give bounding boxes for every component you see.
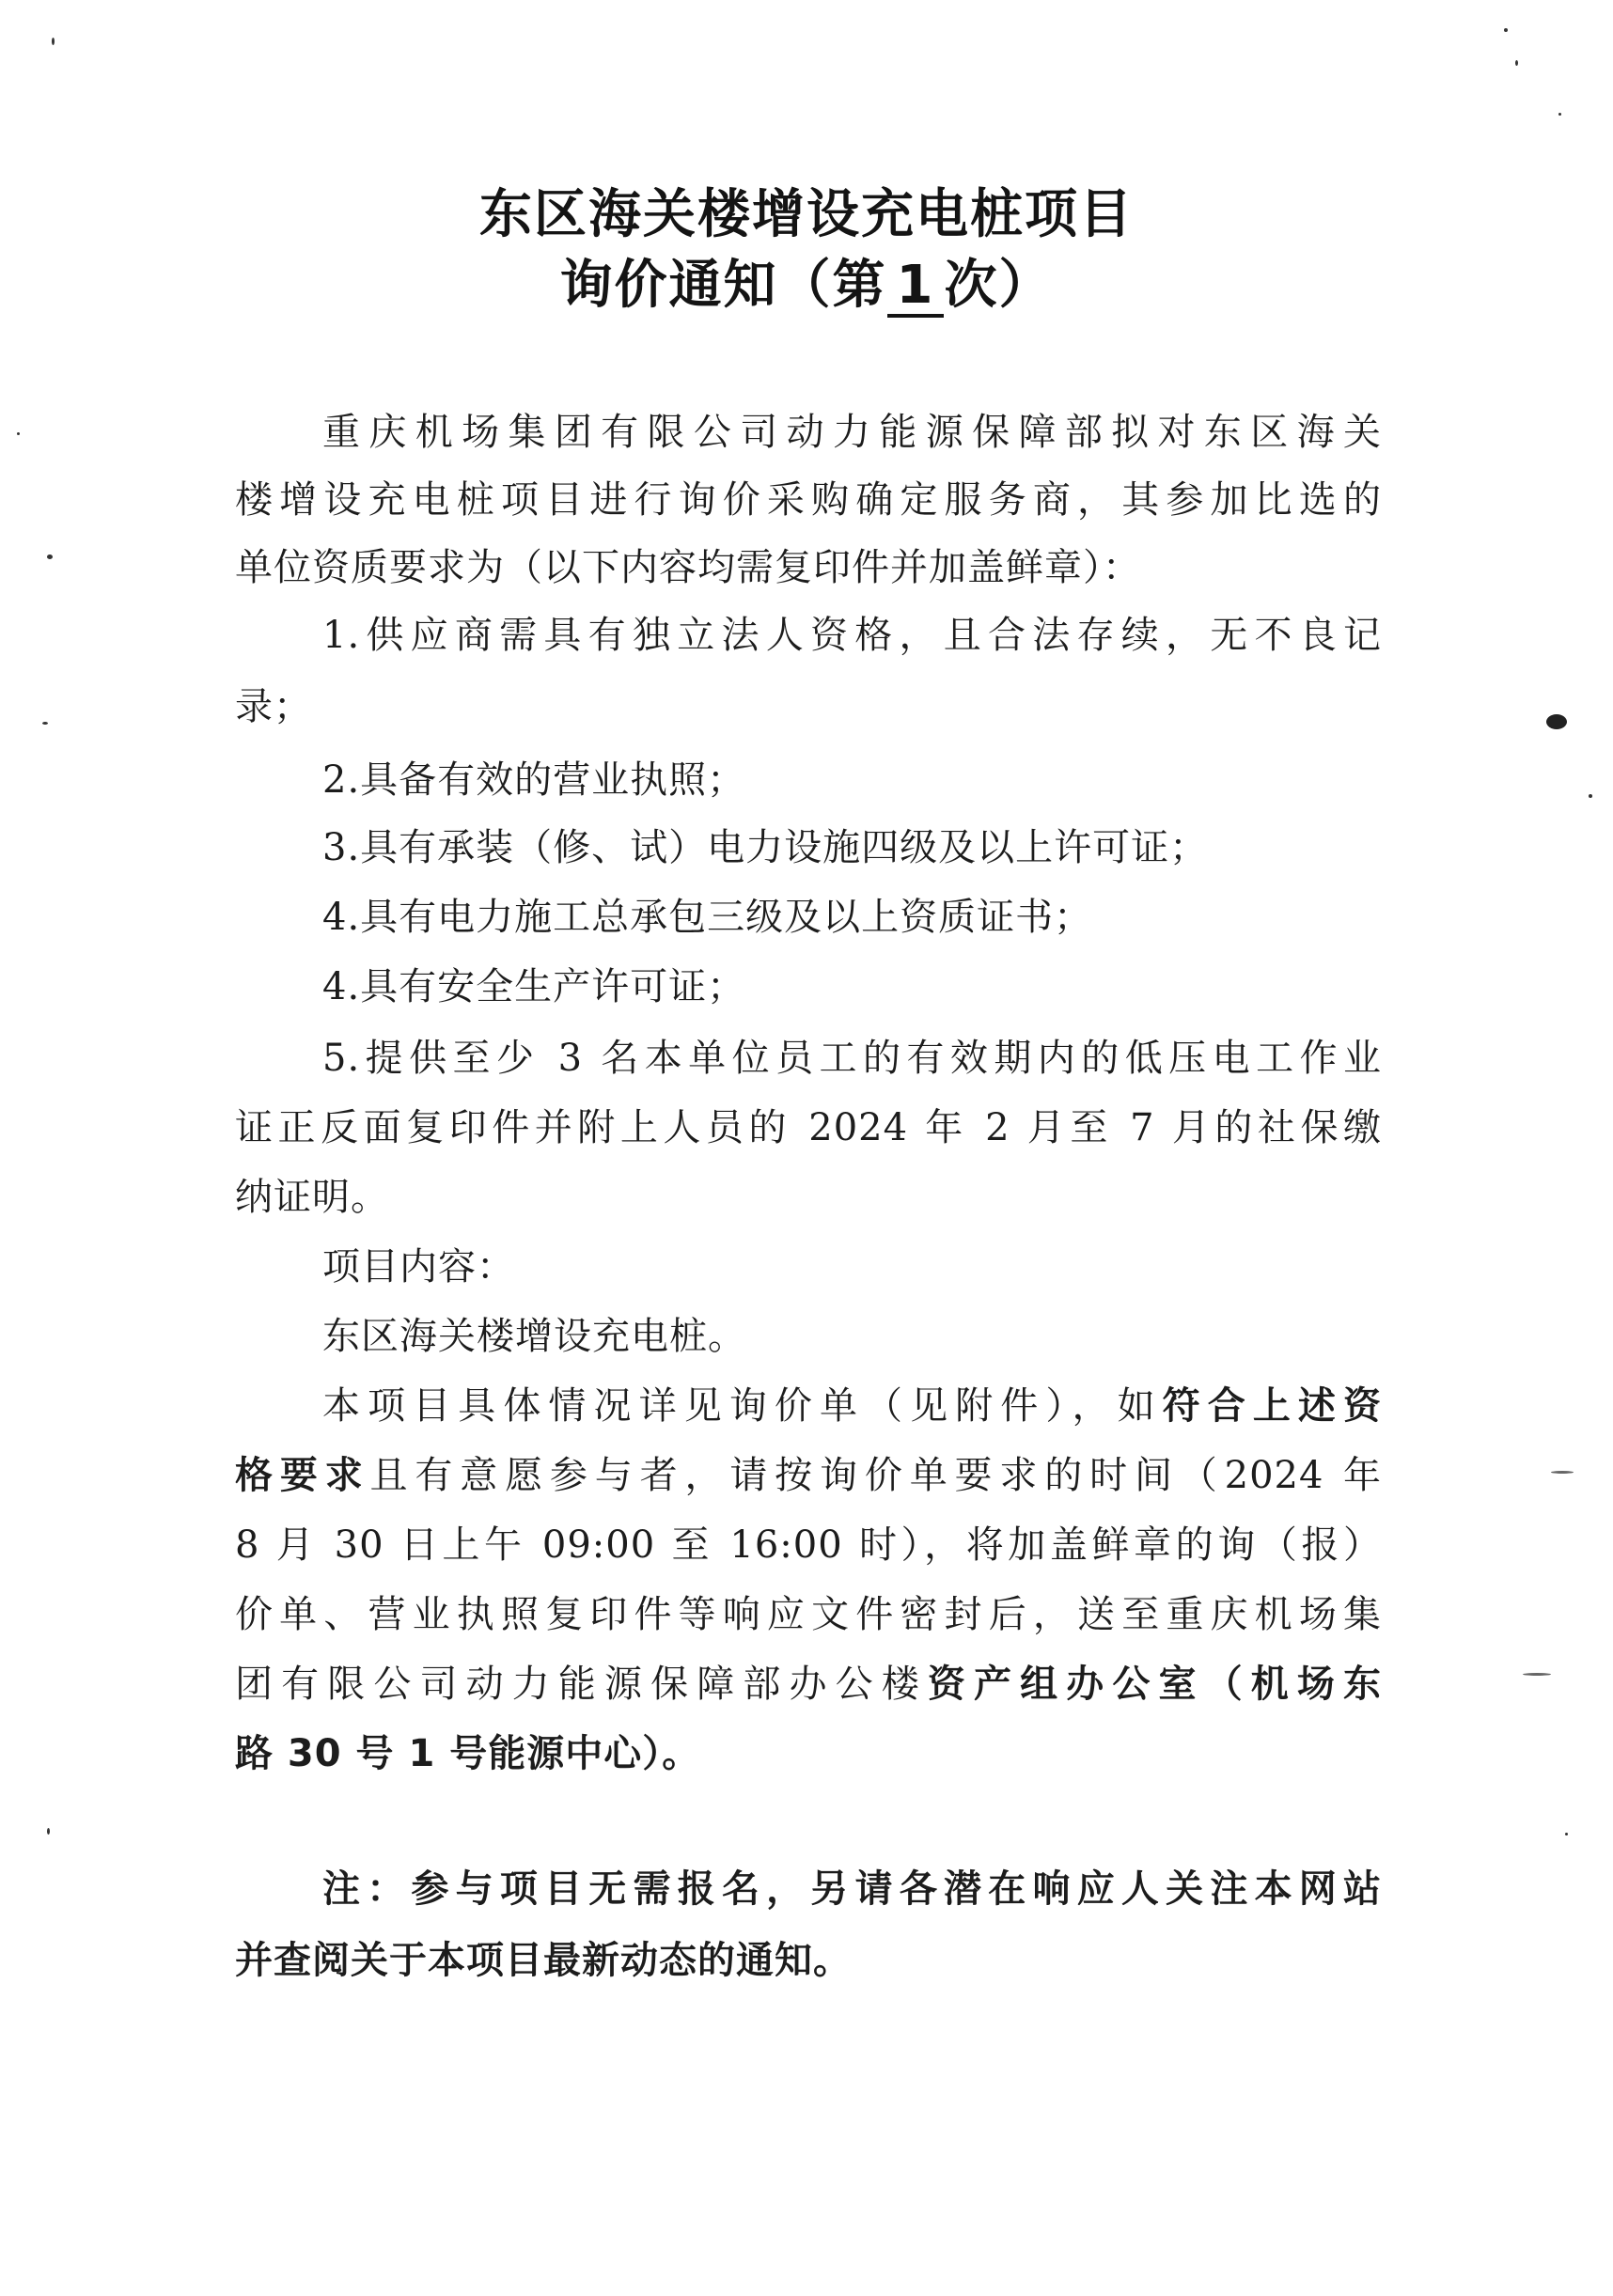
- title-suffix: 次）: [944, 255, 1054, 316]
- details-emphasis: 符合上述资: [1162, 1384, 1383, 1428]
- requirement-4: 4.具有电力施工总承包三级及以上资质证书；: [322, 896, 1093, 939]
- scan-speck: [1551, 1471, 1574, 1474]
- scan-speck: [1589, 794, 1592, 798]
- scan-speck: [52, 38, 55, 45]
- intro-line-3: 单位资质要求为（以下内容均需复印件并加盖鲜章）：: [235, 546, 1141, 589]
- details-text: 且有意愿参与者，请按询价单要求的时间（2024 年: [369, 1454, 1383, 1497]
- details-emphasis: 资产组办公室（机场东: [927, 1663, 1382, 1706]
- scan-speck: [1515, 60, 1518, 66]
- scan-speck: [17, 432, 20, 435]
- scan-speck: [1523, 1673, 1551, 1676]
- details-line-3: 8 月 30 日上午 09:00 至 16:00 时），将加盖鲜章的询（报）: [235, 1523, 1382, 1567]
- scan-speck: [47, 554, 53, 559]
- project-content: 东区海关楼增设充电桩。: [322, 1315, 746, 1358]
- project-heading: 项目内容：: [322, 1245, 515, 1289]
- details-text: 本项目具体情况详见询价单（见附件），如: [322, 1384, 1163, 1428]
- requirement-3: 3.具有承装（修、试）电力设施四级及以上许可证；: [322, 826, 1209, 869]
- intro-line-2: 楼增设充电桩项目进行询价采购确定服务商，其参加比选的: [235, 478, 1382, 522]
- details-line-6: 路 30 号 1 号能源中心）。: [235, 1732, 701, 1775]
- scan-speck: [1546, 714, 1567, 729]
- details-line-2: [235, 1447, 1382, 1504]
- scan-speck: [42, 722, 48, 725]
- details-line-4: 价单、营业执照复印件等响应文件密封后，送至重庆机场集: [235, 1593, 1382, 1636]
- details-line-1: [322, 1378, 1382, 1434]
- notice-number: 1: [887, 258, 945, 318]
- requirement-5-end: 纳证明。: [235, 1176, 389, 1219]
- note-line-2: 并查阅关于本项目最新动态的通知。: [235, 1939, 852, 1982]
- scan-speck: [1565, 1833, 1568, 1835]
- scan-speck: [1504, 28, 1508, 32]
- requirement-2: 2.具备有效的营业执照；: [322, 758, 746, 802]
- requirement-1: 1.供应商需具有独立法人资格，且合法存续，无不良记: [322, 614, 1382, 657]
- details-emphasis: 格要求: [235, 1454, 370, 1497]
- title-line-1: 东区海关楼增设充电桩项目: [479, 184, 1134, 245]
- intro-line-1: 重庆机场集团有限公司动力能源保障部拟对东区海关: [322, 411, 1382, 454]
- requirement-1-cont: 录；: [235, 685, 312, 728]
- requirement-5-cont: 证正反面复印件并附上人员的 2024 年 2 月至 7 月的社保缴: [235, 1106, 1382, 1149]
- title-prefix: 询价通知（第: [559, 255, 887, 316]
- scan-speck: [47, 1828, 50, 1835]
- scan-speck: [1558, 113, 1561, 116]
- details-text: 团有限公司动力能源保障部办公楼: [235, 1663, 928, 1706]
- requirement-5: 5.提供至少 3 名本单位员工的有效期内的低压电工作业: [322, 1037, 1382, 1080]
- details-line-5: [235, 1656, 1382, 1712]
- title-line-2: [0, 252, 1613, 320]
- requirement-4b: 4.具有安全生产许可证；: [322, 965, 746, 1008]
- note-line-1: 注：参与项目无需报名，另请各潜在响应人关注本网站: [322, 1867, 1382, 1911]
